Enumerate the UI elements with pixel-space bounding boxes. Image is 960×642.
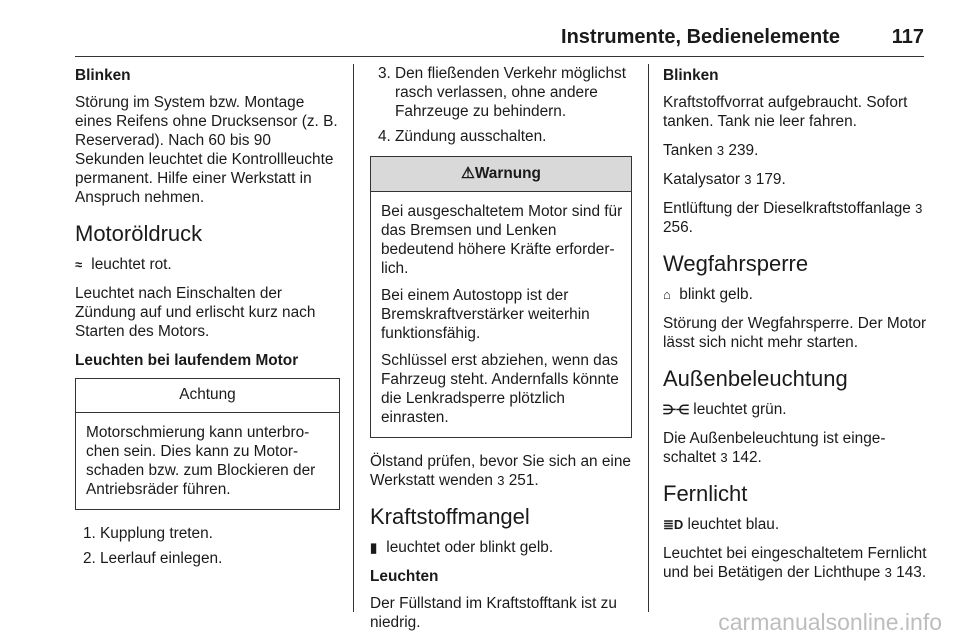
step-number: 3. [378,65,391,82]
oil-check-text [370,452,632,490]
page-ref-arrow-icon: 3 [497,473,505,488]
fuel-low-title: Kraftstoffmangel [370,504,530,529]
fuel-pump-icon: ▮ [370,540,378,555]
high-beam-body: Leuchtet bei eingeschaltetem Fernlicht und bei Betätigen der Lichthupe [663,545,927,581]
column-1 [75,64,340,578]
step-number: 2. [83,550,96,567]
column-divider-2 [648,64,649,612]
oil-can-icon: ≈ [75,257,83,272]
high-beam-icon: ≣D [663,517,684,532]
blinken-heading: Blinken [75,67,131,84]
step-text: Leerlauf einlegen. [100,550,223,567]
list-item [75,524,340,543]
oil-check-page: 251. [504,472,539,489]
exterior-lights-status [663,400,928,419]
immobilizer-status [663,285,928,304]
list-item [75,549,340,568]
immobilizer-status-text: blinkt gelb. [675,286,753,303]
page-ref-arrow-icon: 3 [716,143,725,158]
warning-box [370,156,632,438]
leuchten-text: Der Füllstand im Kraftstofftank ist zu niedrig. [370,595,617,631]
exterior-status-text: leuchtet grün. [689,401,787,418]
oil-status-text: leuchtet rot. [87,256,172,273]
oil-pressure-text: Leuchtet nach Einschalten der Zündung auf und erlischt kurz nach Starten des Motors. [75,285,316,340]
immobilizer-text: Störung der Wegfahrsperre. Der Motor lässt sich nicht mehr starten. [663,315,927,351]
warning-text-2: Bei einem Autostopp ist der Bremskraftverstärker weiterhin funktionsfähig. [381,287,590,342]
step-text: Den fließenden Verkehr möglichst rasch verlassen, ohne andere Fahrzeuge zu behindern. [395,65,626,120]
page-ref-arrow-icon: 3 [720,450,728,465]
step-text: Zündung ausschalten. [395,128,547,145]
header-rule [75,56,924,57]
page-ref-arrow-icon: 3 [915,201,923,216]
exterior-page: 142. [727,449,762,466]
tanken-ref [663,141,928,160]
immobilizer-title: Wegfahrsperre [663,251,809,276]
katalysator-ref [663,170,928,189]
step-number: 1. [83,525,96,542]
oil-check-body: Ölstand prüfen, bevor Sie sich an eine Werkstatt wenden [370,453,631,489]
katalysator-label: Katalysator [663,171,745,188]
column-divider-1 [353,64,354,612]
tanken-label: Tanken [663,142,717,159]
high-beam-text [663,544,928,582]
warning-text-1: Bei ausgeschaltetem Motor sind für das Bremsen und Lenken bedeutend höhere Kräfte erforderlich. [381,203,623,277]
warning-title: Warnung [474,165,541,182]
oil-pressure-title: Motoröldruck [75,221,203,246]
list-item [370,127,632,146]
bleed-ref [663,199,928,237]
steps-list [75,524,340,568]
caution-heading: Achtung [76,379,339,413]
tanken-page: 239. [724,142,759,159]
page-ref-arrow-icon: 3 [884,565,892,580]
step-number: 4. [378,128,391,145]
exterior-body: Die Außenbeleuchtung ist eingeschaltet [663,430,886,466]
list-item [370,64,632,121]
warning-triangle-icon: ⚠ [461,165,475,182]
oil-pressure-status [75,255,340,274]
exterior-lights-text [663,429,928,467]
warning-heading [371,157,631,192]
car-key-icon: ⌂ [663,287,671,302]
high-beam-status-text: leuchtet blau. [683,516,780,533]
caution-text: Motorschmierung kann unterbrochen sein. Dies kann zu Motorschaden bzw. zum Blockieren der Antriebsräder führen. [86,424,316,498]
column-2 [370,64,632,642]
side-lights-icon: ⋺⋲ [663,402,689,417]
fuel-blinken-heading: Blinken [663,67,719,84]
page-header [0,22,960,56]
fuel-blinken-text: Kraftstoffvorrat aufgebraucht. Sofort tanken. Tank nie leer fahren. [663,94,908,130]
steps-list-continued [370,64,632,146]
high-beam-page: 143. [891,564,927,581]
page-ref-arrow-icon: 3 [744,172,752,187]
katalysator-page: 179. [751,171,786,188]
watermark: carmanualsonline.info [718,609,942,635]
page-title: Instrumente, Bedienelemente [561,26,840,48]
page-number: 117 [891,26,924,48]
warning-text-3: Schlüssel erst abziehen, wenn das Fahrzeug steht. Andernfalls könnte die Lenkradsperre plötzlich einrasten. [381,352,619,426]
high-beam-status [663,515,928,534]
step-text: Kupplung treten. [100,525,213,542]
running-engine-heading: Leuchten bei laufendem Motor [75,352,299,369]
bleed-page: 256. [663,219,693,236]
bleed-label: Entlüftung der Dieselkraftstoffanlage [663,200,916,217]
caution-box [75,378,340,510]
column-3 [663,64,928,592]
blinken-text: Störung im System bzw. Montage eines Reifens ohne Drucksensor (z. B. Reserverad). Nach 60 bis 90 Sekunden leuchtet die Kontrollleuchte permanent. Hilfe einer Werkstatt in Anspruch nehmen. [75,94,338,206]
fuel-status [370,538,632,557]
leuchten-heading: Leuchten [370,568,439,585]
high-beam-title: Fernlicht [663,481,748,506]
fuel-status-text: leuchtet oder blinkt gelb. [382,539,554,556]
exterior-lights-title: Außenbeleuchtung [663,366,848,391]
